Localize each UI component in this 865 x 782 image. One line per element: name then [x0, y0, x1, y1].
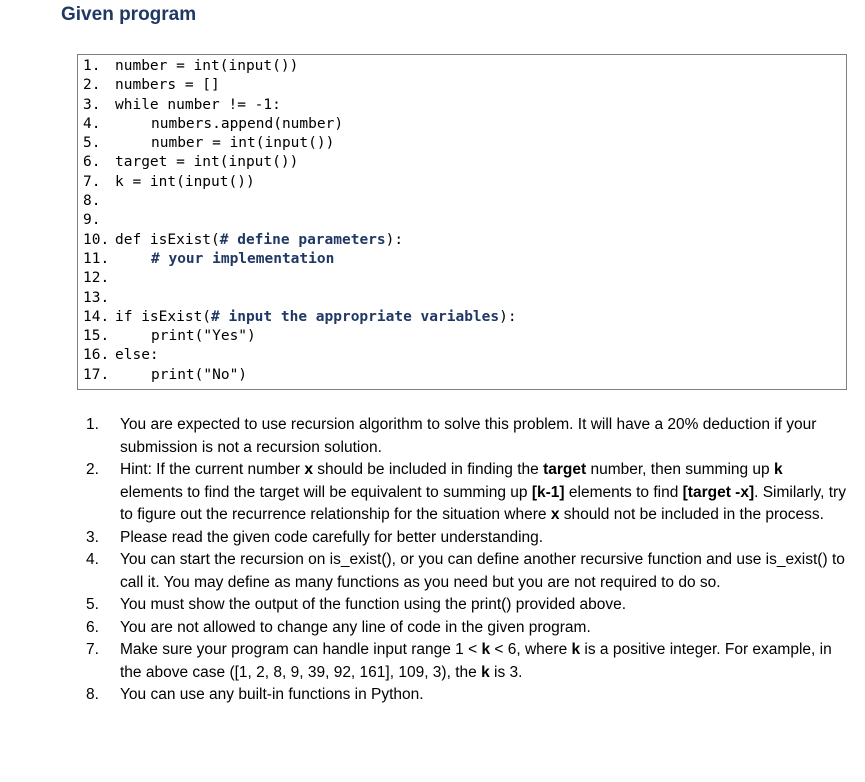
- item-text: You are expected to use recursion algorithm to solve this problem. It will have a 20% deduction if your submission is not a recursion solution.: [120, 416, 817, 456]
- item-text: < 6, where: [490, 641, 572, 658]
- code-line: [78, 289, 846, 308]
- code-text: target = int(input()): [115, 154, 299, 171]
- code-line: [78, 134, 846, 153]
- item-bold: k: [481, 641, 491, 658]
- item-bold: [k-1]: [531, 483, 565, 501]
- list-item-number: 1.: [86, 416, 99, 433]
- line-number: 4.: [83, 115, 101, 132]
- list-item-number: 2.: [86, 461, 99, 478]
- list-item-number: 5.: [86, 596, 99, 613]
- item-bold: k: [571, 641, 581, 658]
- code-line: [78, 57, 846, 76]
- code-line: [78, 192, 846, 211]
- code-block: [77, 54, 847, 390]
- line-number: 7.: [83, 173, 101, 190]
- code-line: [78, 231, 846, 250]
- line-number: 13.: [83, 289, 110, 306]
- line-number: 6.: [83, 154, 101, 171]
- list-item: [86, 594, 846, 617]
- list-item: [86, 527, 846, 550]
- line-number: 12.: [83, 270, 110, 287]
- code-line: [78, 76, 846, 95]
- item-bold: k: [773, 461, 783, 478]
- list-item-number: 3.: [86, 528, 99, 546]
- item-bold: k: [481, 663, 490, 681]
- code-segment: ):: [499, 308, 517, 325]
- line-number: 11.: [83, 250, 110, 267]
- code-line: [78, 366, 846, 385]
- code-segment: def isExist(: [115, 231, 220, 248]
- item-bold: target: [543, 461, 587, 478]
- item-text: Hint: If the current number: [120, 461, 305, 478]
- item-text: You are not allowed to change any line of code in the given program.: [120, 618, 591, 636]
- code-text: [151, 250, 334, 269]
- line-number: 17.: [83, 366, 110, 383]
- list-item: [86, 617, 846, 640]
- item-text: elements to find: [564, 483, 683, 501]
- code-line: [78, 153, 846, 172]
- list-item: [86, 459, 846, 527]
- code-segment: if isExist(: [115, 308, 212, 325]
- instructions-list: [86, 414, 846, 707]
- list-item-number: 8.: [86, 686, 99, 703]
- item-text: Please read the given code carefully for better understanding.: [120, 528, 544, 546]
- code-text: print("Yes"): [151, 328, 256, 345]
- item-bold: x: [550, 506, 560, 523]
- code-comment: # input the appropriate variables: [211, 308, 500, 325]
- code-line: [78, 269, 846, 288]
- code-text: k = int(input()): [115, 173, 255, 190]
- list-item-number: 7.: [86, 641, 99, 658]
- item-bold: x: [304, 461, 313, 478]
- item-text: elements to find the target will be equivalent to summing up: [120, 483, 532, 501]
- code-text: print("No"): [151, 366, 248, 383]
- list-item: [86, 549, 846, 594]
- code-comment: # define parameters: [219, 231, 386, 248]
- item-text: should be included in finding the: [312, 461, 544, 478]
- line-number: 16.: [83, 347, 110, 364]
- item-text: You can start the recursion on is_exist(), or you can define another recursive function and use is_exist() to call it. You may define as many functions as you need but you are not required to do so.: [120, 551, 845, 591]
- page-title: Given program: [61, 4, 197, 25]
- line-number: 8.: [83, 193, 101, 210]
- item-text: . Similarly, try to figure out the recurrence relationship for the situation where: [120, 483, 846, 523]
- code-line: [78, 346, 846, 365]
- code-comment: # your implementation: [151, 250, 335, 267]
- item-text: is 3.: [489, 663, 523, 681]
- line-number: 14.: [83, 308, 110, 325]
- list-item-number: 4.: [86, 551, 99, 568]
- line-number: 9.: [83, 212, 101, 229]
- item-text: is a positive integer. For example, in the above case ([1, 2, 8, 9, 39, 92, 161], 109, 3), the: [120, 641, 832, 681]
- item-text: You must show the output of the function using the print() provided above.: [120, 596, 627, 613]
- code-text: numbers = []: [115, 77, 220, 94]
- code-segment: ):: [385, 231, 404, 248]
- item-bold: [target -x]: [682, 483, 755, 501]
- code-line: [78, 250, 846, 269]
- code-text: number = int(input()): [151, 135, 335, 152]
- line-number: 1.: [83, 58, 101, 74]
- code-text: [115, 231, 403, 250]
- code-line: [78, 211, 846, 230]
- line-number: 15.: [83, 328, 110, 345]
- line-number: 5.: [83, 135, 101, 152]
- list-item: [86, 639, 846, 684]
- code-text: number = int(input()): [115, 58, 299, 74]
- code-line: [78, 96, 846, 115]
- code-line: [78, 115, 846, 134]
- item-text: number, then summing up: [586, 461, 774, 478]
- list-item: [86, 414, 846, 459]
- code-line: [78, 327, 846, 346]
- item-text: should not be included in the process.: [559, 506, 824, 523]
- item-text: Make sure your program can handle input range 1 <: [120, 641, 482, 658]
- code-text: while number != -1:: [115, 96, 281, 113]
- line-number: 3.: [83, 96, 101, 113]
- list-item-number: 6.: [86, 618, 99, 636]
- code-line: [78, 173, 846, 192]
- code-text: [115, 308, 517, 327]
- code-text: numbers.append(number): [151, 115, 344, 132]
- line-number: 2.: [83, 77, 101, 94]
- code-line: [78, 308, 846, 327]
- code-text: else:: [115, 347, 159, 364]
- item-text: You can use any built-in functions in Python.: [120, 686, 424, 703]
- list-item: [86, 684, 846, 707]
- line-number: 10.: [83, 231, 110, 248]
